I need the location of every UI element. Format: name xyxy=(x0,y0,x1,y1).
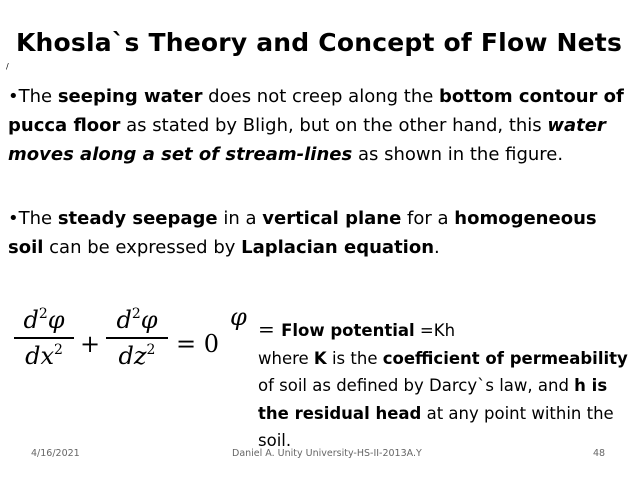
equals-zero: = 0 xyxy=(176,330,220,358)
eq-exponent: 2 xyxy=(38,306,48,322)
bold-italic-text: water moves along a set of stream-lines xyxy=(8,115,606,165)
phi-symbol: φ xyxy=(230,303,247,331)
text: of soil as defined by Darcy`s law, and xyxy=(258,376,575,395)
text: The xyxy=(18,208,58,229)
plus-sign: + xyxy=(80,330,101,358)
eq-exponent: 2 xyxy=(131,306,141,322)
bold-text: K xyxy=(313,348,327,368)
eq-phi: φ xyxy=(140,306,158,334)
text: does not creep along the xyxy=(202,86,440,107)
text: as shown in the figure. xyxy=(352,144,564,165)
bold-text: vertical plane xyxy=(262,208,402,229)
flow-potential-definition xyxy=(258,316,630,455)
fraction-x xyxy=(14,306,74,370)
bold-text: coefficient of permeability xyxy=(382,348,628,368)
bold-text: seeping water xyxy=(57,86,203,107)
eq-exponent: 2 xyxy=(146,341,156,358)
text: where xyxy=(258,348,314,368)
equals-sign: = xyxy=(258,317,282,341)
eq-exponent: 2 xyxy=(53,341,63,358)
fraction-numerator xyxy=(106,306,168,334)
bold-text: bottom contour of pucca floor xyxy=(8,86,624,136)
fraction-bar xyxy=(106,337,168,339)
eq-d: d xyxy=(116,306,132,334)
bold-text: Flow potential xyxy=(281,321,415,340)
eq-phi: φ xyxy=(47,306,65,334)
fraction-bar xyxy=(14,337,74,339)
text: =Kh xyxy=(414,321,456,340)
fraction-denominator xyxy=(14,342,74,370)
bullet: • xyxy=(8,86,19,107)
footer-center: Daniel A. Unity University-HS-II-2013A.Y xyxy=(232,448,422,459)
fraction-z xyxy=(106,306,168,370)
bullet: • xyxy=(8,208,19,229)
fraction-numerator xyxy=(14,306,74,334)
bold-text: steady seepage xyxy=(57,208,218,229)
text: is the xyxy=(326,348,383,368)
fraction-denominator xyxy=(106,342,168,370)
text: . xyxy=(434,237,440,258)
paragraph-seeping-water xyxy=(8,82,630,169)
eq-dx: dx xyxy=(25,341,54,370)
slide-title: Khosla`s Theory and Concept of Flow Nets xyxy=(15,28,623,57)
laplace-equation xyxy=(14,306,244,396)
footer-page-number: 48 xyxy=(593,448,606,459)
eq-dz: dz xyxy=(118,341,147,370)
eq-d: d xyxy=(23,306,39,334)
text: can be expressed by xyxy=(43,237,242,258)
text: at any point within the soil. xyxy=(258,403,614,450)
bold-text: h is the residual head xyxy=(258,376,608,423)
text: The xyxy=(18,86,58,107)
text: in a xyxy=(217,208,263,229)
tick-mark: / xyxy=(6,62,9,71)
bold-text: Laplacian equation xyxy=(241,237,435,258)
footer-date: 4/16/2021 xyxy=(31,448,80,459)
paragraph-steady-seepage xyxy=(8,204,630,262)
bold-text: homogeneous soil xyxy=(8,208,597,258)
text: as stated by Bligh, but on the other hand, this xyxy=(120,115,548,136)
text: for a xyxy=(401,208,455,229)
